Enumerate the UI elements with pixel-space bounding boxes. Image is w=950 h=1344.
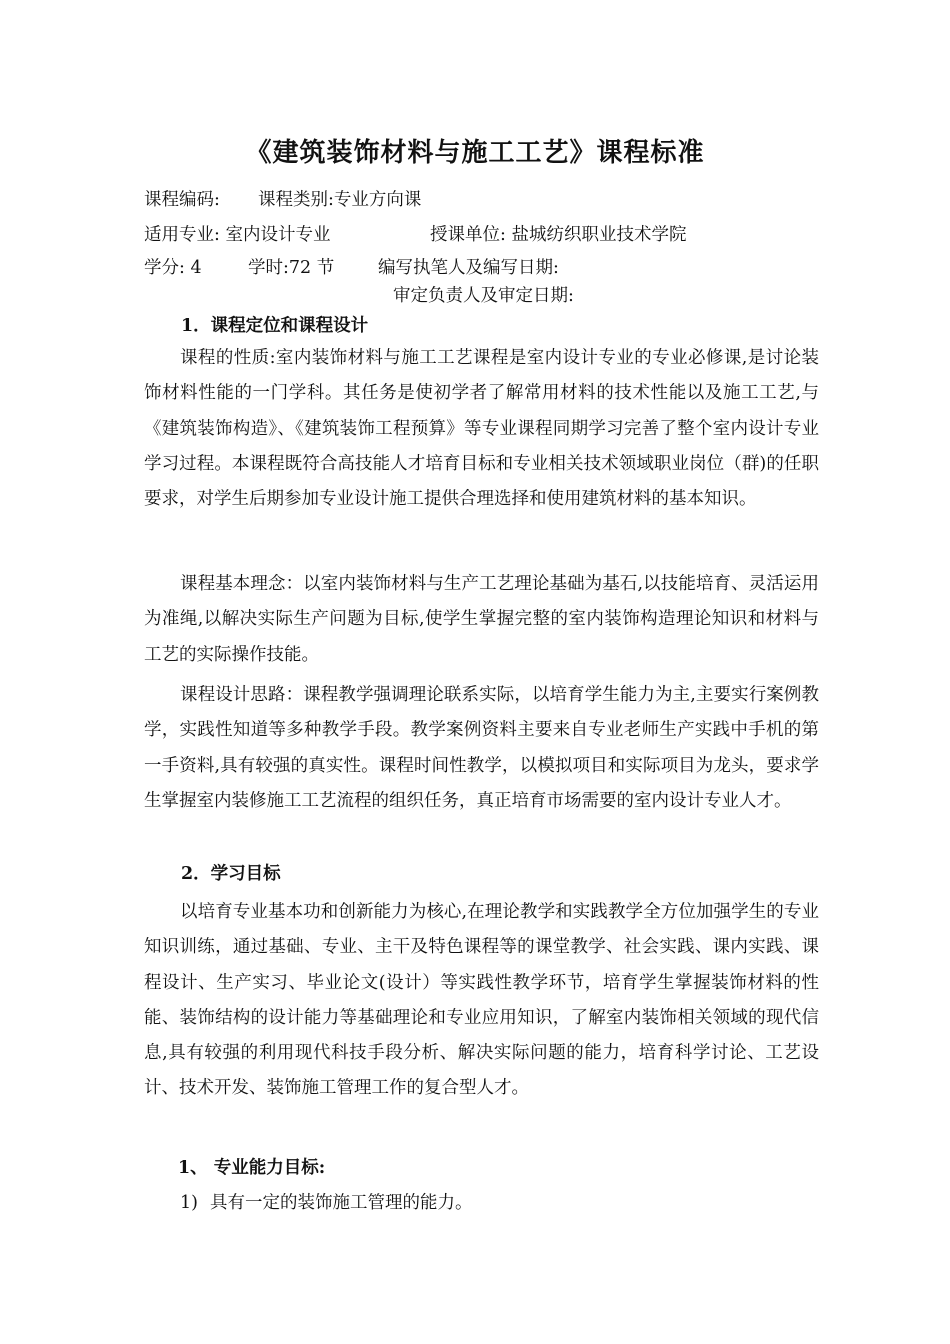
section-1-heading: 1．课程定位和课程设计 (181, 316, 369, 336)
credits: 学分: 4 (144, 258, 202, 278)
professional-ability-heading: 1、 专业能力目标: (178, 1158, 326, 1178)
section-1-paragraph-concept: 课程基本理念：以室内装饰材料与生产工艺理论基础为基石,以技能培育、灵活运用为准绳,以解决实际生产问题为目标,使学生掌握完整的室内装饰构造理论知识和材料与工艺的实际操作技能。 (144, 574, 819, 665)
document-title: 《建筑装饰材料与施工工艺》课程标准 (245, 138, 705, 168)
section-2-paragraph-goals: 以培育专业基本功和创新能力为核心,在理论教学和实践教学全方位加强学生的专业知识训练，通过基础、专业、主干及特色课程等的课堂教学、社会实践、课内实践、课程设计、生产实习、毕业论文(设计）等实践性教学环节，培育学生掌握装饰材料的性能、装饰结构的设计能力等基础理论和专业应用知识，了解室内装饰相关领域的现代信息,具有较强的利用现代科技手段分析、解决实际问题的能力，培育科学讨论、工艺设计、技术开发、装饰施工管理工作的复合型人才。 (144, 902, 819, 1099)
applicable-major: 适用专业: 室内设计专业 (144, 225, 331, 245)
section-1-paragraph-design: 课程设计思路：课程教学强调理论联系实际，以培育学生能力为主,主要实行案例教学，实践性知道等多种教学手段。教学案例资料主要来自专业老师生产实践中手机的第一手资料,具有较强的真实性。课程时间性教学，以模拟项目和实际项目为龙头，要求学生掌握室内装修施工工艺流程的组织任务，真正培育市场需要的室内设计专业人才。 (144, 685, 819, 811)
list-item-text: 具有一定的装饰施工管理的能力。 (210, 1193, 473, 1213)
teaching-unit: 授课单位: 盐城纺织职业技术学院 (430, 225, 687, 245)
reviewer-and-date: 审定负责人及审定日期: (393, 286, 574, 306)
section-2-heading: 2．学习目标 (181, 864, 281, 884)
section-1-paragraph-nature: 课程的性质:室内装饰材料与施工工艺课程是室内设计专业的专业必修课,是讨论装饰材料性能的一门学科。其任务是使初学者了解常用材料的技术性能以及施工工艺,与《建筑装饰构造》、《建筑装饰工程预算》等专业课程同期学习完善了整个室内设计专业学习过程。本课程既符合高技能人才培育目标和专业相关技术领域职业岗位（群)的任职要求，对学生后期参加专业设计施工提供合理选择和使用建筑材料的基本知识。 (144, 348, 819, 510)
course-code-label: 课程编码: (144, 190, 220, 210)
list-item-number: 1) (180, 1193, 198, 1213)
course-category: 课程类别:专业方向课 (258, 190, 422, 210)
writer-and-date: 编写执笔人及编写日期: (378, 258, 559, 278)
class-hours: 学时:72 节 (248, 258, 335, 278)
